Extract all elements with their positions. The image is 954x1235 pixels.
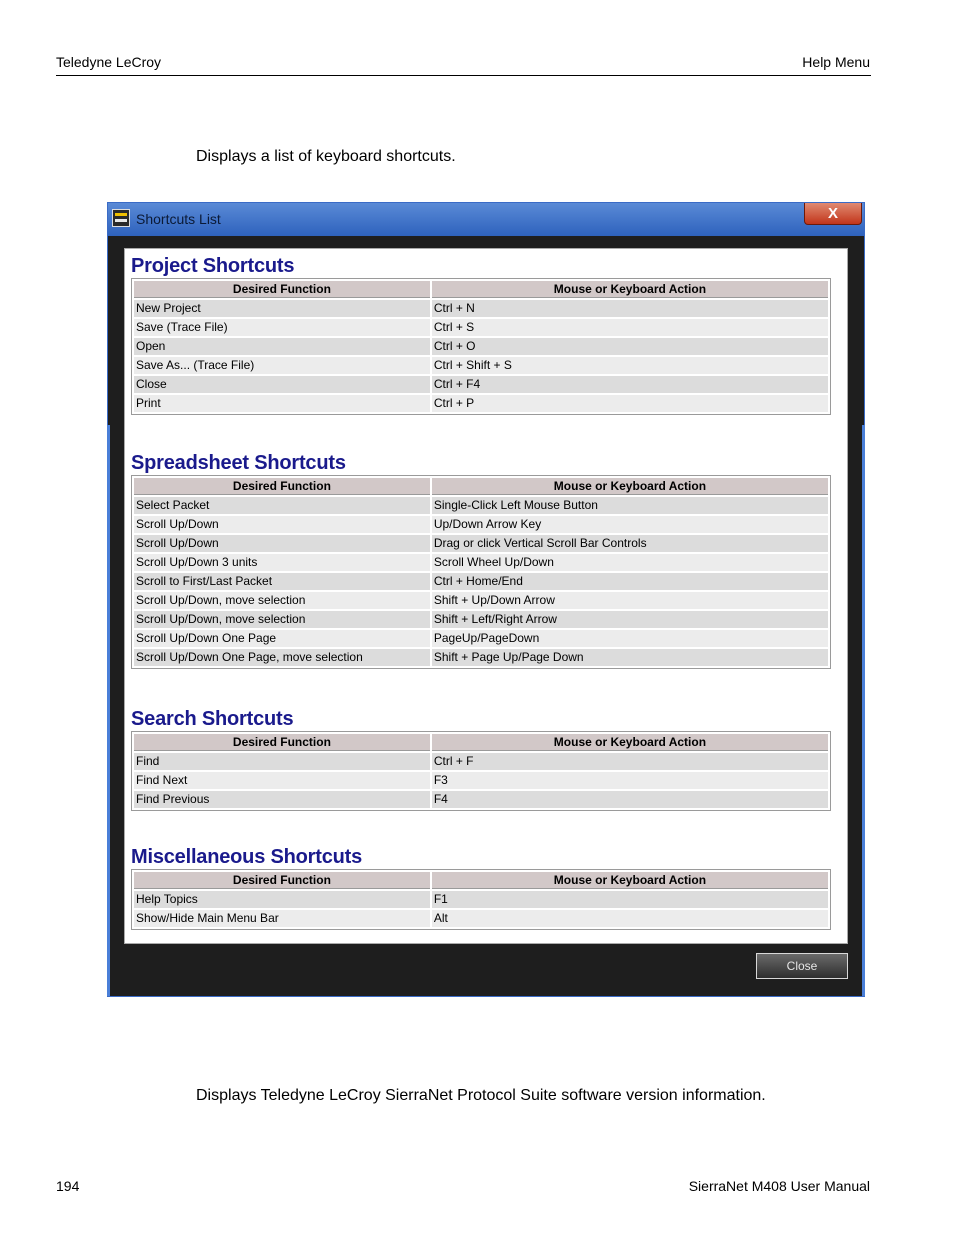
function-cell: Scroll Up/Down 3 units — [134, 554, 430, 571]
function-cell: Save (Trace File) — [134, 319, 430, 336]
function-cell: Open — [134, 338, 430, 355]
table-row — [134, 611, 828, 628]
table-header-row — [134, 734, 828, 751]
action-cell: Ctrl + N — [432, 300, 828, 317]
action-cell: Ctrl + Shift + S — [432, 357, 828, 374]
action-cell: Ctrl + F — [432, 753, 828, 770]
action-cell: Single-Click Left Mouse Button — [432, 497, 828, 514]
function-cell: Scroll Up/Down, move selection — [134, 592, 430, 609]
project-shortcuts-section — [131, 255, 831, 415]
section-title: Search Shortcuts — [131, 708, 294, 730]
table-row — [134, 516, 828, 533]
column-header-function: Desired Function — [134, 478, 430, 495]
action-cell: F4 — [432, 791, 828, 808]
footer-title: SierraNet M408 User Manual — [688, 1178, 870, 1194]
action-cell: Scroll Wheel Up/Down — [432, 554, 828, 571]
action-cell: F1 — [432, 891, 828, 908]
table-header-row — [134, 281, 828, 298]
column-header-function: Desired Function — [134, 281, 430, 298]
table-row — [134, 554, 828, 571]
page-number: 194 — [56, 1178, 80, 1194]
table-row — [134, 772, 828, 789]
function-cell: Scroll Up/Down One Page — [134, 630, 430, 647]
column-header-action: Mouse or Keyboard Action — [432, 281, 828, 298]
close-button[interactable]: Close — [756, 953, 848, 979]
action-cell: Drag or click Vertical Scroll Bar Controls — [432, 535, 828, 552]
action-cell: Alt — [432, 910, 828, 927]
table-row — [134, 338, 828, 355]
shortcuts-table — [131, 869, 831, 930]
function-cell: Close — [134, 376, 430, 393]
column-header-action: Mouse or Keyboard Action — [432, 734, 828, 751]
spreadsheet-shortcuts-section — [131, 452, 831, 669]
action-cell: Up/Down Arrow Key — [432, 516, 828, 533]
table-row — [134, 300, 828, 317]
section-title: Spreadsheet Shortcuts — [131, 452, 346, 474]
table-row — [134, 630, 828, 647]
action-cell: PageUp/PageDown — [432, 630, 828, 647]
action-cell: F3 — [432, 772, 828, 789]
intro-text: Displays a list of keyboard shortcuts. — [196, 148, 456, 165]
window-title: Shortcuts List — [136, 211, 221, 227]
action-cell: Shift + Left/Right Arrow — [432, 611, 828, 628]
function-cell: Scroll Up/Down One Page, move selection — [134, 649, 430, 666]
outro-text: Displays Teledyne LeCroy SierraNet Protocol Suite software version information. — [196, 1087, 766, 1104]
action-cell: Ctrl + S — [432, 319, 828, 336]
action-cell: Shift + Up/Down Arrow — [432, 592, 828, 609]
shortcuts-panel — [124, 248, 848, 944]
table-row — [134, 357, 828, 374]
table-row — [134, 319, 828, 336]
table-row — [134, 592, 828, 609]
function-cell: Save As... (Trace File) — [134, 357, 430, 374]
table-row — [134, 573, 828, 590]
function-cell: Find Next — [134, 772, 430, 789]
section-title: Miscellaneous Shortcuts — [131, 846, 363, 868]
window-left-border — [107, 425, 110, 996]
column-header-function: Desired Function — [134, 872, 430, 889]
window-titlebar[interactable] — [108, 203, 864, 236]
table-row — [134, 910, 828, 927]
function-cell: Scroll Up/Down — [134, 535, 430, 552]
function-cell: Find — [134, 753, 430, 770]
action-cell: Shift + Page Up/Page Down — [432, 649, 828, 666]
section-title: Project Shortcuts — [131, 255, 295, 277]
table-row — [134, 376, 828, 393]
header-right: Help Menu — [802, 54, 870, 70]
shortcuts-window — [107, 202, 865, 997]
close-window-icon[interactable]: X — [804, 203, 862, 225]
column-header-action: Mouse or Keyboard Action — [432, 872, 828, 889]
miscellaneous-shortcuts-section — [131, 846, 831, 930]
action-cell: Ctrl + Home/End — [432, 573, 828, 590]
table-row — [134, 395, 828, 412]
column-header-action: Mouse or Keyboard Action — [432, 478, 828, 495]
table-row — [134, 891, 828, 908]
table-header-row — [134, 478, 828, 495]
window-right-border — [862, 425, 865, 996]
function-cell: Find Previous — [134, 791, 430, 808]
function-cell: Scroll Up/Down — [134, 516, 430, 533]
search-shortcuts-section — [131, 708, 831, 811]
shortcuts-table — [131, 475, 831, 669]
shortcuts-table — [131, 278, 831, 415]
function-cell: Scroll to First/Last Packet — [134, 573, 430, 590]
table-row — [134, 535, 828, 552]
function-cell: Select Packet — [134, 497, 430, 514]
function-cell: Show/Hide Main Menu Bar — [134, 910, 430, 927]
table-row — [134, 649, 828, 666]
table-header-row — [134, 872, 828, 889]
app-icon — [112, 209, 130, 227]
shortcuts-table — [131, 731, 831, 811]
function-cell: Help Topics — [134, 891, 430, 908]
header-left: Teledyne LeCroy — [56, 54, 162, 70]
table-row — [134, 753, 828, 770]
header-rule — [56, 75, 871, 76]
action-cell: Ctrl + P — [432, 395, 828, 412]
table-row — [134, 791, 828, 808]
table-row — [134, 497, 828, 514]
action-cell: Ctrl + F4 — [432, 376, 828, 393]
action-cell: Ctrl + O — [432, 338, 828, 355]
function-cell: Print — [134, 395, 430, 412]
function-cell: New Project — [134, 300, 430, 317]
function-cell: Scroll Up/Down, move selection — [134, 611, 430, 628]
column-header-function: Desired Function — [134, 734, 430, 751]
